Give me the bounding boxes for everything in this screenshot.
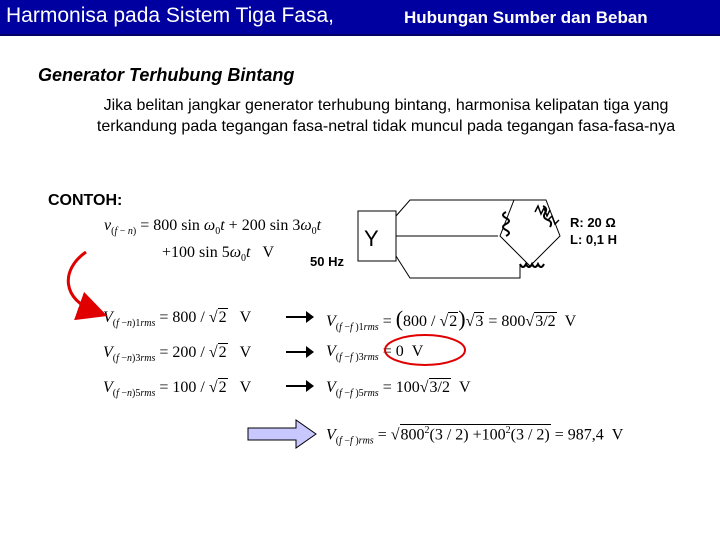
rms-third-phase-phase: $V_{(f -f )3rms} = 0$ V [326,343,424,364]
phase-wire-c [396,256,520,278]
slide-subtitle: Hubungan Sumber dan Beban [404,8,648,27]
zero-highlight-ellipse [385,335,465,365]
example-label: CONTOH: [48,192,123,209]
rms-total-phase-phase: $V_{(f -f )rms} = √800^2(3 / 2) +100^2(3 / 2) = 987,4$ V [326,425,624,447]
voltage-equation-line2: +100 $\sin 5\omega_0t$ V [162,244,275,265]
inductance-label: L: 0,1 H [570,232,617,247]
rms-fifth-phase-phase: $V_{(f -f )5rms} = 100√3/2$ V [326,379,471,400]
rms-fundamental-phase-phase: $V_{(f -f )1rms} = (800 / √2)√3 = 800√3/2$ V [326,306,577,334]
phase-wire-a [396,200,514,216]
slide-title: Harmonisa pada Sistem Tiga Fasa, [6,4,334,27]
rms-fifth-phase-neutral: $V_{(f -n)5rms} = 100 / √2$ V [103,379,252,400]
black-arrows [286,311,314,392]
block-arrow-icon [248,420,316,448]
explanation-paragraph: Jika belitan jangkar generator terhubung bintang, harmonisa kelipatan tiga yang terkandung pada tegangan fasa-netral tidak muncul pada tegangan fasa-fasa-nya [96,97,676,135]
generator-box [358,211,396,261]
voltage-equation-line1: $v_{(f - n)} = 800$ $\sin \omega_0t + 200$ $\sin 3\omega_0t$ [104,217,322,238]
red-curved-arrow [68,252,96,312]
rms-third-phase-neutral: $V_{(f -n)3rms} = 200 / √2$ V [103,344,252,365]
resistor-right-icon [535,206,550,216]
rms-fundamental-phase-neutral: $V_{(f -n)1rms} = 800 / √2$ V [103,309,252,330]
star-connection-symbol: Y [364,226,379,251]
inductor-bottom-icon [520,264,544,267]
resistance-label: R: 20 Ω [570,215,616,230]
section-heading: Generator Terhubung Bintang [38,65,295,85]
frequency-label: 50 Hz [310,254,344,269]
